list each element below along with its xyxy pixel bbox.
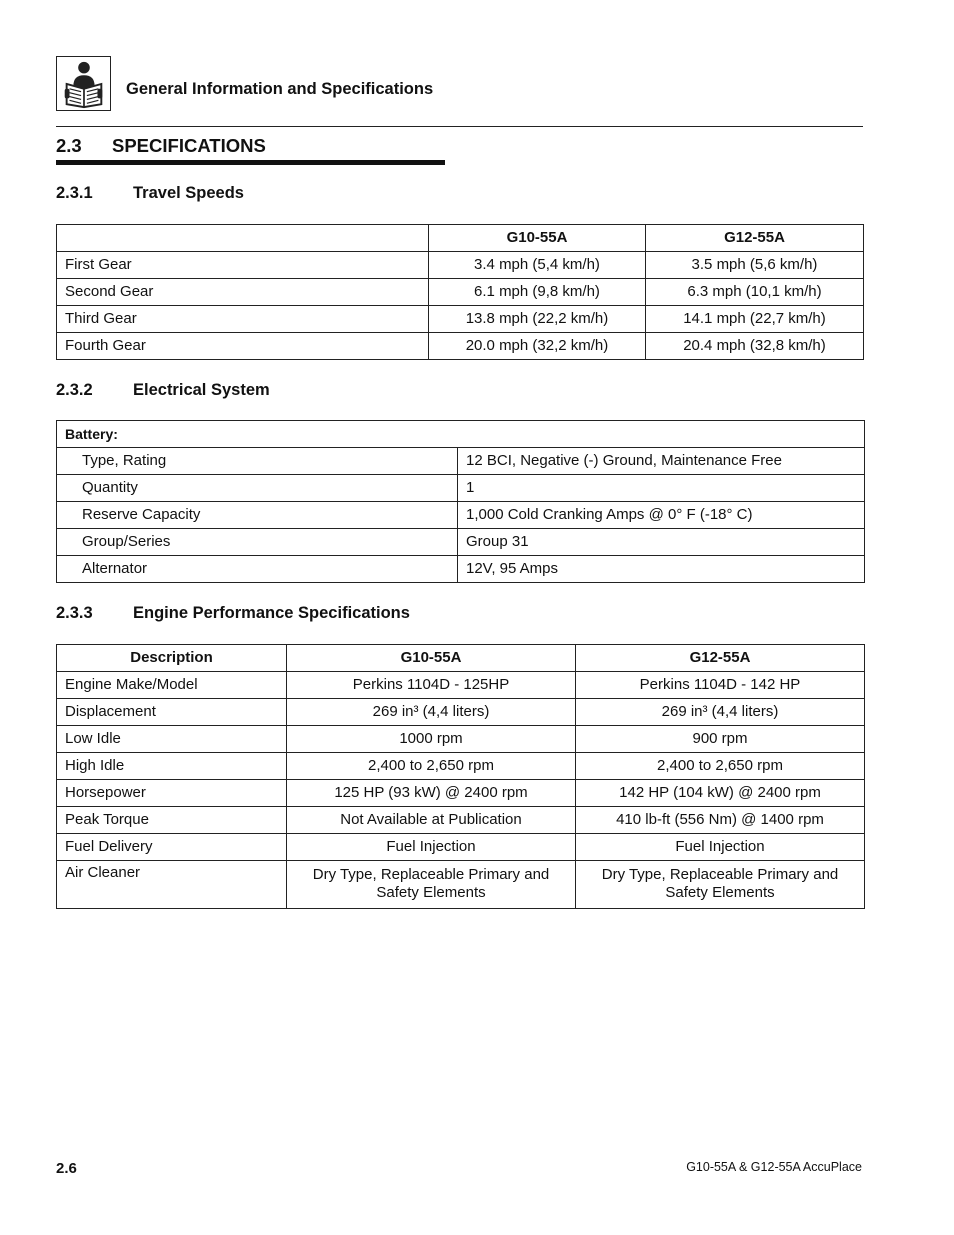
- table-cell: High Idle: [57, 753, 287, 780]
- table-row: [57, 529, 865, 556]
- table-cell: 12V, 95 Amps: [458, 556, 865, 583]
- table-cell: Second Gear: [57, 279, 429, 306]
- travel-speeds-table: [56, 224, 864, 360]
- table-row: [57, 834, 865, 861]
- table-row: [57, 699, 865, 726]
- table-cell: 20.4 mph (32,8 km/h): [646, 333, 864, 360]
- table-row: [57, 279, 864, 306]
- table-cell: 2,400 to 2,650 rpm: [287, 753, 576, 780]
- table-cell: Perkins 1104D - 142 HP: [576, 672, 865, 699]
- subsection-number: 2.3.1: [56, 184, 93, 202]
- table-row: [57, 252, 864, 279]
- table-cell: Reserve Capacity: [57, 502, 458, 529]
- table-cell: Dry Type, Replaceable Primary and Safety Elements: [576, 861, 865, 909]
- table-group-row: [57, 421, 865, 448]
- electrical-system-table: [56, 420, 865, 583]
- table-cell: 6.3 mph (10,1 km/h): [646, 279, 864, 306]
- table-header-row: [57, 225, 864, 252]
- table-cell: 1000 rpm: [287, 726, 576, 753]
- table-cell: Engine Make/Model: [57, 672, 287, 699]
- table-row: [57, 306, 864, 333]
- table-cell: 1,000 Cold Cranking Amps @ 0° F (-18° C): [458, 502, 865, 529]
- subsection-heading-electrical-system: [56, 381, 270, 400]
- table-cell: 6.1 mph (9,8 km/h): [429, 279, 646, 306]
- table-cell: 3.4 mph (5,4 km/h): [429, 252, 646, 279]
- table-cell: Displacement: [57, 699, 287, 726]
- table-header-cell: G12-55A: [646, 225, 864, 252]
- table-cell: Fuel Injection: [287, 834, 576, 861]
- table-row: [57, 807, 865, 834]
- table-cell: Third Gear: [57, 306, 429, 333]
- table-row: [57, 861, 865, 909]
- table-header-row: [57, 645, 865, 672]
- table-cell: Dry Type, Replaceable Primary and Safety Elements: [287, 861, 576, 909]
- subsection-title: Travel Speeds: [133, 184, 244, 202]
- subsection-heading-engine-performance: [56, 604, 410, 623]
- table-row: [57, 333, 864, 360]
- table-cell: 1: [458, 475, 865, 502]
- table-cell: Fuel Delivery: [57, 834, 287, 861]
- table-cell: Peak Torque: [57, 807, 287, 834]
- table-cell: 410 lb-ft (556 Nm) @ 1400 rpm: [576, 807, 865, 834]
- table-row: [57, 475, 865, 502]
- reading-manual-icon: [56, 56, 111, 111]
- running-header-title: General Information and Specifications: [126, 80, 434, 98]
- table-row: [57, 672, 865, 699]
- footer-model-name: G10-55A & G12-55A AccuPlace: [686, 1160, 862, 1174]
- table-cell: 269 in³ (4,4 liters): [287, 699, 576, 726]
- table-cell: 3.5 mph (5,6 km/h): [646, 252, 864, 279]
- table-header-cell: [57, 225, 429, 252]
- subsection-heading-travel-speeds: [56, 184, 244, 203]
- table-cell: 14.1 mph (22,7 km/h): [646, 306, 864, 333]
- table-cell: Perkins 1104D - 125HP: [287, 672, 576, 699]
- table-row: [57, 448, 865, 475]
- table-header-cell: G12-55A: [576, 645, 865, 672]
- table-cell: 125 HP (93 kW) @ 2400 rpm: [287, 780, 576, 807]
- table-cell: Not Available at Publication: [287, 807, 576, 834]
- table-header-cell: G10-55A: [287, 645, 576, 672]
- battery-group-label: Battery:: [57, 421, 865, 448]
- table-cell: Low Idle: [57, 726, 287, 753]
- table-header-cell: Description: [57, 645, 287, 672]
- section-number: 2.3: [56, 135, 82, 156]
- table-cell: 269 in³ (4,4 liters): [576, 699, 865, 726]
- section-heading: [56, 135, 266, 157]
- engine-performance-table: [56, 644, 865, 909]
- table-row: [57, 753, 865, 780]
- table-header-cell: G10-55A: [429, 225, 646, 252]
- subsection-number: 2.3.2: [56, 381, 93, 399]
- subsection-number: 2.3.3: [56, 604, 93, 622]
- table-row: [57, 780, 865, 807]
- section-heading-bar: [56, 160, 445, 165]
- table-cell: Group/Series: [57, 529, 458, 556]
- table-row: [57, 502, 865, 529]
- table-cell: Alternator: [57, 556, 458, 583]
- page-number: 2.6: [56, 1160, 77, 1177]
- table-cell: Air Cleaner: [57, 861, 287, 909]
- table-cell: Type, Rating: [57, 448, 458, 475]
- table-cell: 900 rpm: [576, 726, 865, 753]
- table-cell: Group 31: [458, 529, 865, 556]
- table-cell: 13.8 mph (22,2 km/h): [429, 306, 646, 333]
- table-cell: Quantity: [57, 475, 458, 502]
- table-cell: 12 BCI, Negative (-) Ground, Maintenance Free: [458, 448, 865, 475]
- subsection-title: Electrical System: [133, 381, 270, 399]
- table-cell: 142 HP (104 kW) @ 2400 rpm: [576, 780, 865, 807]
- table-cell: 2,400 to 2,650 rpm: [576, 753, 865, 780]
- table-cell: First Gear: [57, 252, 429, 279]
- table-cell: Horsepower: [57, 780, 287, 807]
- table-cell: Fourth Gear: [57, 333, 429, 360]
- header-divider: [56, 126, 863, 127]
- subsection-title: Engine Performance Specifications: [133, 604, 410, 622]
- table-cell: 20.0 mph (32,2 km/h): [429, 333, 646, 360]
- table-cell: Fuel Injection: [576, 834, 865, 861]
- table-row: [57, 556, 865, 583]
- section-title: SPECIFICATIONS: [112, 135, 266, 156]
- table-row: [57, 726, 865, 753]
